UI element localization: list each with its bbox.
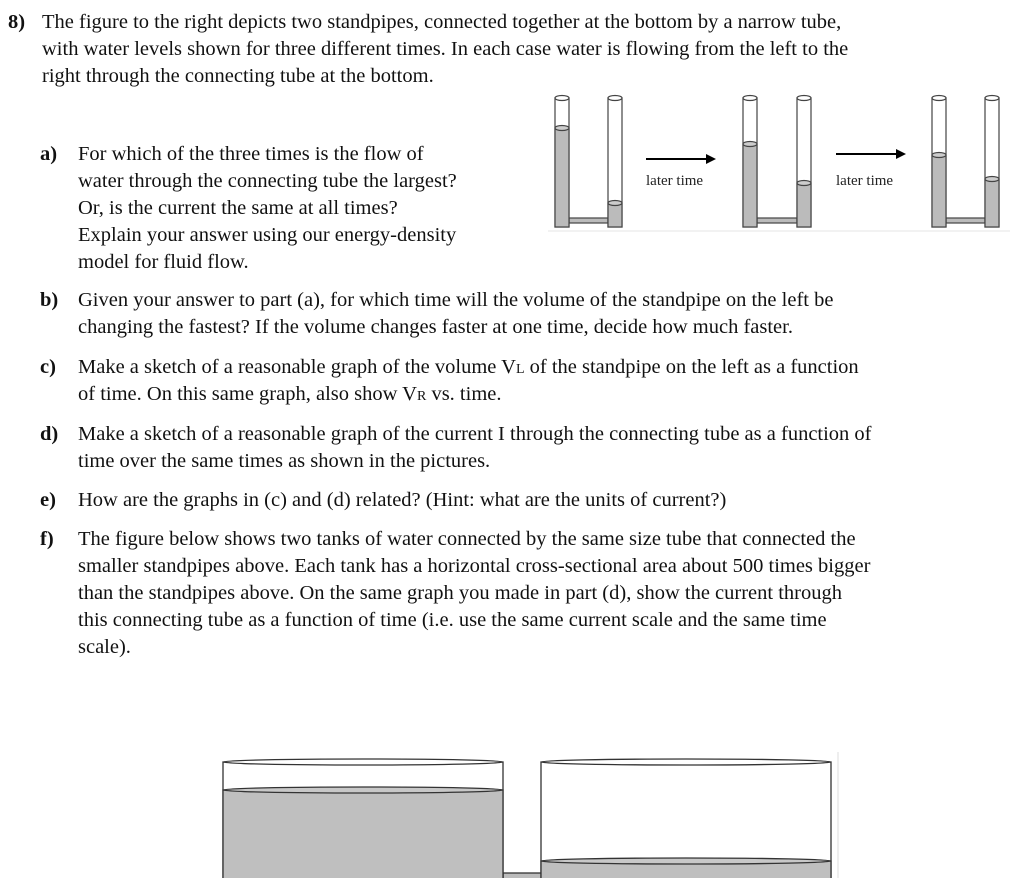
standpipe-pair-time-1 — [555, 96, 622, 228]
part-f-line: scale). — [78, 636, 131, 658]
part-d-line: time over the same times as shown in the pictures. — [78, 450, 491, 472]
intro-line: with water levels shown for three different times. In each case water is flowing from the left to the — [42, 38, 849, 60]
part-f-line: smaller standpipes above. Each tank has a horizontal cross-sectional area about 500 times bigger — [78, 555, 871, 577]
tanks-figure — [223, 759, 831, 878]
part-a-line: water through the connecting tube the largest? — [78, 170, 457, 192]
subscript: R — [416, 389, 427, 404]
text: of the standpipe on the left as a function — [524, 356, 859, 378]
arrow-right-icon — [646, 154, 716, 164]
part-f-label: f) — [40, 528, 54, 550]
part-f-line: The figure below shows two tanks of water connected by the same size tube that connected the — [78, 528, 856, 550]
text: Make a sketch of a reasonable graph of the volume V — [78, 356, 516, 378]
problem-number: 8) — [8, 11, 26, 33]
part-b-line: Given your answer to part (a), for which time will the volume of the standpipe on the left be — [78, 289, 834, 311]
standpipe-pair-time-3 — [932, 96, 999, 228]
part-b-line: changing the fastest? If the volume changes faster at one time, decide how much faster. — [78, 316, 793, 338]
part-f-line: than the standpipes above. On the same graph you made in part (d), show the current through — [78, 582, 842, 604]
part-b-label: b) — [40, 289, 59, 311]
part-d-line: Make a sketch of a reasonable graph of the current I through the connecting tube as a function of — [78, 423, 872, 445]
part-a-label: a) — [40, 143, 58, 165]
arrow-label: later time — [646, 173, 704, 189]
text: of time. On this same graph, also show V — [78, 383, 417, 405]
text: vs. time. — [426, 383, 502, 405]
standpipe-pair-time-2 — [743, 96, 811, 228]
part-c-label: c) — [40, 356, 56, 378]
part-e-line: How are the graphs in (c) and (d) related? (Hint: what are the units of current?) — [78, 489, 727, 511]
part-a-line: Explain your answer using our energy-density — [78, 224, 457, 246]
part-d-label: d) — [40, 423, 59, 445]
part-e-label: e) — [40, 489, 56, 511]
part-f-line: this connecting tube as a function of time (i.e. use the same current scale and the same time — [78, 609, 827, 631]
intro-line: right through the connecting tube at the bottom. — [42, 65, 434, 87]
part-a-line: model for fluid flow. — [78, 251, 249, 273]
part-a-line: Or, is the current the same at all times? — [78, 197, 398, 219]
intro-line: The figure to the right depicts two standpipes, connected together at the bottom by a narrow tube, — [42, 11, 842, 33]
part-a-line: For which of the three times is the flow of — [78, 143, 424, 165]
arrow-label: later time — [836, 173, 894, 189]
arrow-right-icon — [836, 149, 906, 159]
subscript: L — [515, 362, 525, 377]
